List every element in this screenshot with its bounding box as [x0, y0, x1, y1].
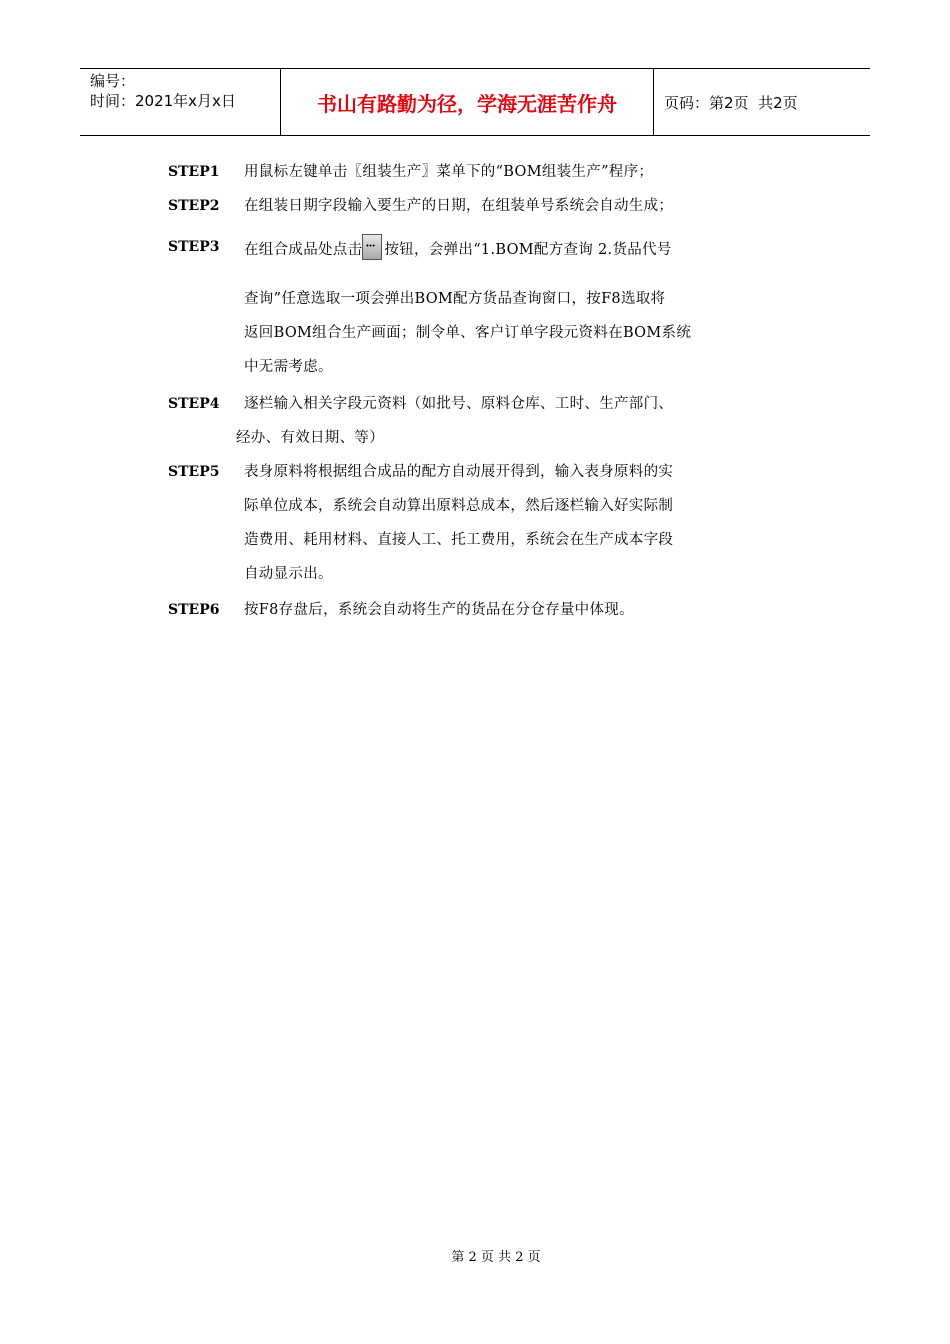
page-footer [0, 1246, 950, 1265]
step-label: STEP1 [168, 164, 220, 180]
header-motto: 书山有路勤为径，学海无涯苦作舟 [281, 69, 654, 135]
step-text-segment: 按钮，会弹出“1.BOM配方查询 2.货品代号 [384, 242, 672, 258]
document-time-label: 时间：2021年x月x日 [90, 92, 236, 110]
step-label: STEP3 [168, 239, 220, 255]
ellipsis-button-icon [362, 234, 382, 260]
step-label: STEP4 [168, 396, 220, 412]
step-text-segment: 在组合成品处点击 [244, 242, 363, 258]
step-text-line: 返回BOM组合生产画面；制令单、客户订单字段元资料在BOM系统 [244, 325, 692, 341]
page-header [80, 68, 870, 136]
step-text-line: 用鼠标左键单击〖组装生产〗菜单下的“BOM组装生产”程序； [244, 164, 654, 180]
step-text-line: 经办、有效日期、等） [236, 430, 384, 446]
step-text-line: 按F8存盘后，系统会自动将生产的货品在分仓存量中体现。 [244, 602, 634, 618]
document-number-label: 编号： [90, 72, 136, 90]
step-text-line: 造费用、耗用材料、直接人工、托工费用，系统会在生产成本字段 [244, 532, 674, 548]
header-meta [80, 69, 281, 135]
step-label: STEP5 [168, 464, 220, 480]
step-text-line: 表身原料将根据组合成品的配方自动展开得到，输入表身原料的实 [244, 464, 674, 480]
step-text-line: 逐栏输入相关字段元资料（如批号、原料仓库、工时、生产部门、 [244, 396, 674, 412]
step-text-line: 中无需考虑。 [244, 359, 333, 375]
footer-page-number: 第 2 页 共 2 页 [451, 1250, 541, 1265]
step-text-line: 在组装日期字段输入要生产的日期，在组装单号系统会自动生成； [244, 198, 674, 214]
header-page-info [654, 69, 870, 135]
step-text-line: 自动显示出。 [244, 566, 333, 582]
step-label: STEP2 [168, 198, 220, 214]
step-text-line: 查询”任意选取一项会弹出BOM配方货品查询窗口，按F8选取将 [244, 291, 666, 307]
step-text-line [244, 234, 672, 260]
step-text-line: 际单位成本，系统会自动算出原料总成本，然后逐栏输入好实际制 [244, 498, 674, 514]
page-info-text: 页码：第2页 共2页 [664, 93, 798, 112]
step-label: STEP6 [168, 602, 220, 618]
